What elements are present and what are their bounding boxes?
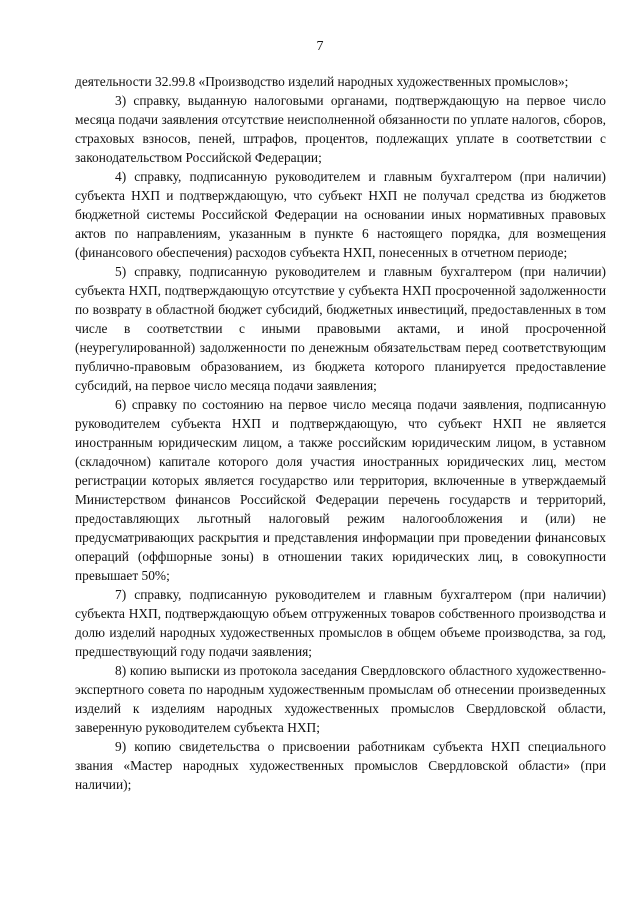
paragraph-continuation: деятельности 32.99.8 «Производство изделий народных художественных промыслов»; [75, 74, 569, 89]
paragraph-item-4: 4) справку, подписанную руководителем и главным бухгалтером (при наличии) субъекта НХП и подтверждающую, что субъект НХП не получал средства из бюджетов бюджетной системы Российской Федерации на основании иных нормативных правовых актов по направлениям, указанным в пункте 6 настоящего порядка, для возмещения (финансового обеспечения) расходов субъекта НХП, понесенных в отчетном периоде; [75, 169, 606, 260]
page-number: 7 [316, 39, 324, 54]
paragraph-item-5: 5) справку, подписанную руководителем и главным бухгалтером (при наличии) субъекта НХП, подтверждающую отсутствие у субъекта НХП просроченной задолженности по возврату в областной бюджет субсидий, бюджетных инвестиций, предоставленных в том числе в соответствии с иными правовыми актами, и иной просроченной (неурегулированной) задолженности по денежным обязательствам перед соответствующим публично-правовым образованием, из бюджета которого планируется предоставление субсидий, на первое число месяца подачи заявления; [75, 264, 606, 393]
document-body [75, 72, 606, 794]
paragraph-item-6: 6) справку по состоянию на первое число месяца подачи заявления, подписанную руководителем субъекта НХП и подтверждающую, что субъект НХП не является иностранным юридическим лицом, а также российским юридическим лицом, в уставном (складочном) капитале которого доля участия иностранных юридических лиц, местом регистрации которых является государство или территория, включенные в утверждаемый Министерством финансов Российской Федерации перечень государств и территорий, предоставляющих льготный налоговый режим налогообложения и (или) не предусматривающих раскрытия и представления информации при проведении финансовых операций (оффшорные зоны) в отношении таких юридических лиц, в совокупности превышает 50%; [75, 397, 606, 583]
paragraph-item-8: 8) копию выписки из протокола заседания Свердловского областного художественно-экспертного совета по народным художественным промыслам об отнесении произведенных изделий к изделиям народных художественных промыслов Свердловской области, заверенную руководителем субъекта НХП; [75, 663, 606, 735]
paragraph-item-9: 9) копию свидетельства о присвоении работникам субъекта НХП специального звания «Мастер народных художественных промыслов Свердловской области» (при наличии); [75, 739, 606, 792]
paragraph-item-7: 7) справку, подписанную руководителем и главным бухгалтером (при наличии) субъекта НХП, подтверждающую объем отгруженных товаров собственного производства и долю изделий народных художественных промыслов в общем объеме производства, за год, предшествующий году подачи заявления; [75, 587, 606, 659]
paragraph-item-3: 3) справку, выданную налоговыми органами, подтверждающую на первое число месяца подачи заявления отсутствие неисполненной обязанности по уплате налогов, сборов, страховых взносов, пеней, штрафов, процентов, подлежащих уплате в соответствии с законодательством Российской Федерации; [75, 93, 606, 165]
